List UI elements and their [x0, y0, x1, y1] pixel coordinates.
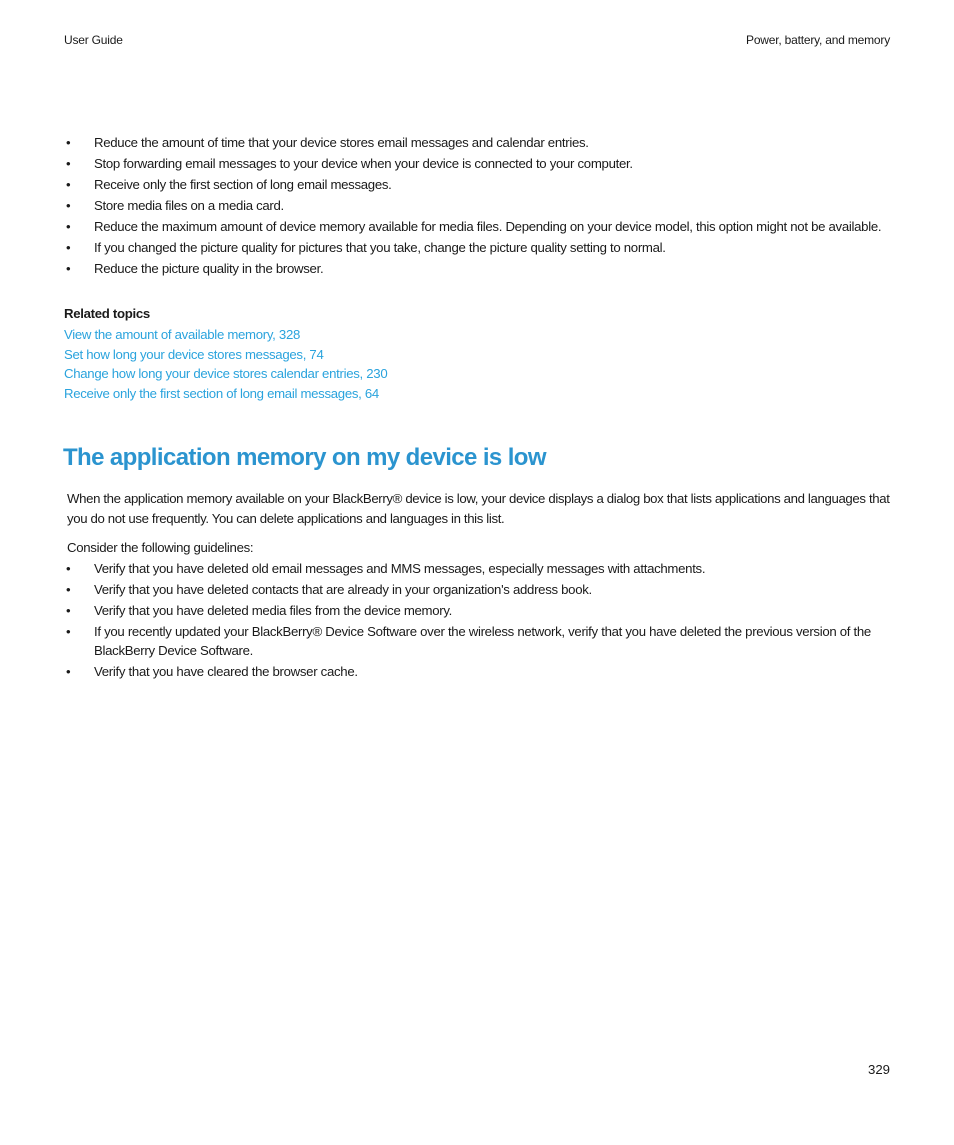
list-item-text: If you changed the picture quality for pictures that you take, change the picture quality setting to normal. [94, 240, 666, 255]
list-item-text: Reduce the amount of time that your device stores email messages and calendar entries. [94, 135, 589, 150]
bullet: • [66, 219, 71, 234]
guidelines-lead: Consider the following guidelines: [67, 540, 254, 555]
bullet: • [66, 261, 71, 276]
running-header-right: Power, battery, and memory [746, 33, 890, 47]
list-item-text: Verify that you have cleared the browser cache. [94, 664, 358, 679]
section-intro: When the application memory available on your BlackBerry® device is low, your device displays a dialog box that lists applications and languages that you do not use frequently. You can delete applications and languages in this list. [67, 491, 890, 526]
bullet: • [66, 603, 71, 618]
list-item [64, 196, 892, 215]
related-topic-item [64, 384, 387, 404]
related-topics-heading: Related topics [64, 306, 150, 321]
list-item [64, 622, 892, 660]
list-item [64, 154, 892, 173]
bullet: • [66, 135, 71, 150]
related-topics-list [64, 325, 387, 403]
list-item [64, 259, 892, 278]
related-topic-item [64, 364, 387, 384]
guidelines-list [64, 559, 892, 683]
list-item [64, 238, 892, 257]
list-item [64, 580, 892, 599]
bullet: • [66, 177, 71, 192]
list-item [64, 559, 892, 578]
bullet: • [66, 582, 71, 597]
list-item-text: Verify that you have deleted contacts that are already in your organization's address book. [94, 582, 592, 597]
list-item-text: Verify that you have deleted old email messages and MMS messages, especially messages with attachments. [94, 561, 706, 576]
related-topic-item [64, 345, 387, 365]
tips-list [64, 133, 892, 280]
list-item [64, 175, 892, 194]
list-item-text: Reduce the maximum amount of device memory available for media files. Depending on your device model, this option might not be available. [94, 219, 882, 234]
list-item-text: Stop forwarding email messages to your device when your device is connected to your computer. [94, 156, 633, 171]
bullet: • [66, 198, 71, 213]
list-item-text: Verify that you have deleted media files from the device memory. [94, 603, 453, 618]
running-header-left: User Guide [64, 33, 123, 47]
list-item-text: Store media files on a media card. [94, 198, 284, 213]
related-topic-link-first-section[interactable]: Receive only the first section of long email messages, 64 [64, 385, 379, 401]
related-topic-link-store-messages[interactable]: Set how long your device stores messages, 74 [64, 346, 324, 362]
related-topic-item [64, 325, 387, 345]
bullet: • [66, 156, 71, 171]
bullet: • [66, 624, 71, 639]
related-topic-link-available-memory[interactable]: View the amount of available memory, 328 [64, 327, 301, 342]
bullet: • [66, 664, 71, 679]
list-item-text: Receive only the first section of long email messages. [94, 177, 392, 192]
page-number: 329 [867, 1062, 890, 1077]
list-item [64, 133, 892, 152]
list-item [64, 662, 892, 681]
section-title: The application memory on my device is low [63, 444, 546, 471]
bullet: • [66, 561, 71, 576]
bullet: • [66, 240, 71, 255]
related-topic-link-calendar-entries[interactable]: Change how long your device stores calendar entries, 230 [64, 366, 388, 381]
list-item [64, 601, 892, 620]
list-item [64, 217, 892, 236]
list-item-text: If you recently updated your BlackBerry® Device Software over the wireless network, verify that you have deleted the previous version of the BlackBerry Device Software. [94, 624, 871, 658]
list-item-text: Reduce the picture quality in the browser. [94, 261, 324, 276]
